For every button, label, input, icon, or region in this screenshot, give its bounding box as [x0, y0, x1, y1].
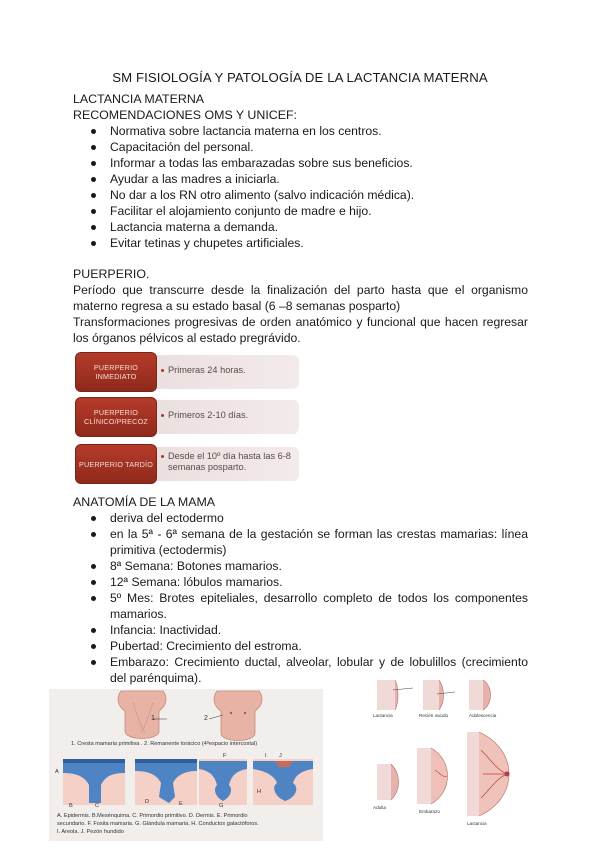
- stage-label: Adulta: [373, 805, 387, 810]
- stage-description: Primeras 24 horas.: [161, 365, 304, 376]
- list-item: deriva del ectodermo: [73, 510, 528, 526]
- figure-letter: H: [257, 789, 262, 795]
- stage-description: Primeros 2-10 días.: [161, 410, 304, 421]
- figure-top-caption: 1. Cresta mamaria primitiva . 2. Remanente torácico (4ºespacio intercostal): [71, 741, 258, 747]
- list-item: Pubertad: Crecimiento del estroma.: [73, 638, 528, 654]
- stage-label: Embarazo: [419, 809, 440, 814]
- breast-development-illustration: [369, 670, 520, 838]
- list-item: Infancia: Inactividad.: [73, 622, 528, 638]
- anatomy-list: [73, 510, 528, 686]
- figure-letter: C: [95, 803, 100, 809]
- bullet-icon: [91, 161, 96, 166]
- figure-number-1: 1: [151, 715, 155, 722]
- list-item: Informar a todas las embarazadas sobre sus beneficios.: [73, 155, 528, 171]
- bullet-icon: [91, 580, 96, 585]
- list-item: Embarazo: Crecimiento ductal, alveolar, lobular y de lobulillos (crecimiento del parénquima).: [73, 654, 528, 686]
- list-item: Normativa sobre lactancia materna en los centros.: [73, 123, 528, 139]
- puerperio-transformations: Transformaciones progresivas de orden anatómico y funcional que hacen regresar los órganos pélvicos al estado pregrávido.: [73, 315, 528, 345]
- bullet-icon: [91, 193, 96, 198]
- list-item: Capacitación del personal.: [73, 139, 528, 155]
- stage-label: Adolescencia: [469, 713, 497, 718]
- breast-development-figure: [369, 670, 520, 838]
- puerperio-definition: Período que transcurre desde la finalización del parto hasta que el organismo materno regresa a su estado basal (6 –8 semanas posparto): [73, 283, 528, 313]
- figure-letter: B: [69, 803, 73, 809]
- list-item: Evitar tetinas y chupetes artificiales.: [73, 235, 528, 251]
- figure-bottom-caption-line-1: A. Epidermis. B.Mesénquima. C. Primordio primitivo. D. Dermis. E. Primordio: [57, 813, 248, 819]
- stage-label: Lactancia: [467, 821, 487, 826]
- section-subheading-recomendaciones: RECOMENDACIONES OMS Y UNICEF:: [73, 108, 297, 122]
- list-item: Lactancia materna a demanda.: [73, 219, 528, 235]
- bullet-icon: [91, 177, 96, 182]
- stage-clinico: [73, 397, 301, 437]
- stage-description: Desde el 10º día hasta las 6-8 semanas posparto.: [161, 451, 304, 473]
- section-heading-puerperio: PUERPERIO.: [73, 267, 150, 281]
- bullet-icon: [91, 532, 96, 537]
- bullet-icon: [91, 596, 96, 601]
- figure-letter: I: [265, 753, 267, 759]
- list-item: 8ª Semana: Botones mamarios.: [73, 558, 528, 574]
- list-item: Facilitar el alojamiento conjunto de madre e hijo.: [73, 203, 528, 219]
- bullet-icon: [91, 564, 96, 569]
- list-item: en la 5ª - 6ª semana de la gestación se forman las crestas mamarias: línea primitiva (ectodermis): [73, 526, 528, 558]
- page-title: SM FISIOLOGÍA Y PATOLOGÍA DE LA LACTANCIA MATERNA: [112, 70, 488, 85]
- bullet-icon: [91, 644, 96, 649]
- bullet-icon: [91, 129, 96, 134]
- recommendations-list: [73, 123, 528, 251]
- embryology-figure: [49, 689, 323, 841]
- section-heading-anatomia: ANATOMÍA DE LA MAMA: [73, 495, 216, 509]
- figure-letter: E: [179, 801, 183, 807]
- stage-label: PUERPERIO INMEDIATO: [75, 352, 157, 392]
- stage-label: PUERPERIO TARDÍO: [75, 444, 157, 484]
- stage-label: Recién nacido: [419, 713, 449, 718]
- figure-letter: A: [55, 769, 59, 775]
- figure-number-2: 2: [204, 715, 208, 722]
- stage-tardio: [73, 444, 301, 484]
- figure-bottom-caption-line-3: I. Areola. J. Pezón hundido: [57, 829, 124, 835]
- figure-letter: G: [219, 803, 224, 809]
- figure-bottom-caption-line-2: secundario. F. Fosita mamaria. G. Glándula mamaria. H. Conductos galactóforos.: [57, 821, 259, 827]
- bullet-icon: [91, 209, 96, 214]
- list-item: 12ª Semana: lóbulos mamarios.: [73, 574, 528, 590]
- section-heading-lactancia: LACTANCIA MATERNA: [73, 92, 205, 106]
- stage-label: Lactancia: [373, 713, 393, 718]
- list-item: Ayudar a las madres a iniciarla.: [73, 171, 528, 187]
- figure-letter: D: [145, 799, 150, 805]
- bullet-icon: [91, 516, 96, 521]
- figure-letter: F: [223, 753, 227, 759]
- bullet-icon: [91, 628, 96, 633]
- stage-inmediato: [73, 352, 301, 392]
- bullet-icon: [91, 145, 96, 150]
- list-item: 5º Mes: Brotes epiteliales, desarrollo completo de todos los componentes mamarios.: [73, 590, 528, 622]
- bullet-icon: [91, 241, 96, 246]
- bullet-icon: [91, 660, 96, 665]
- bullet-icon: [91, 225, 96, 230]
- list-item: No dar a los RN otro alimento (salvo indicación médica).: [73, 187, 528, 203]
- stage-label: PUERPERIO CLÍNICO/PRECOZ: [75, 397, 157, 437]
- figure-letter: J: [279, 753, 282, 759]
